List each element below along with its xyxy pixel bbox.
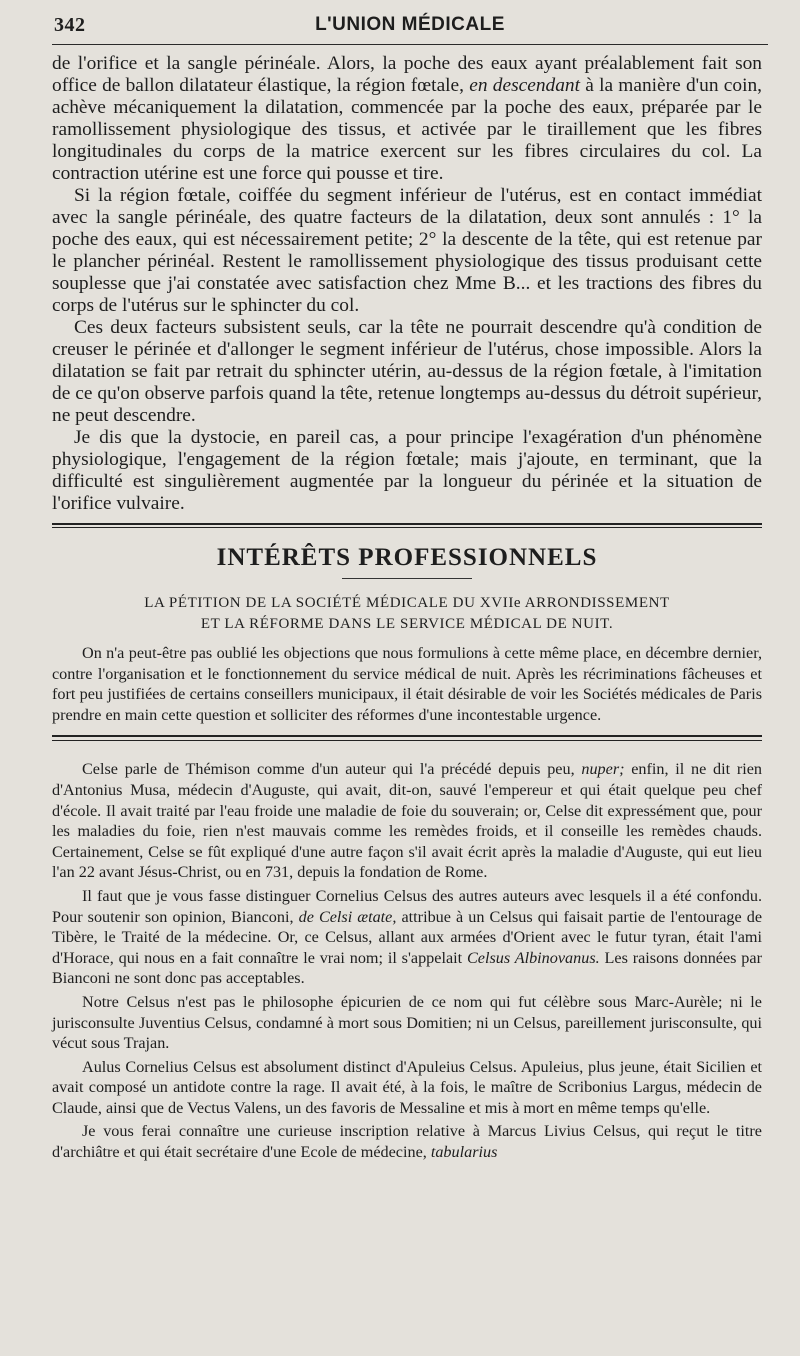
text-span: attribue à un Celsus qui faisait partie de l'entourage de Tibère, le Traité de la médecine. Or, ce Celsus, allant aux armées d'Orient avec le futur tyran, était l'ami d'Horace, qui nous en a fait connaître le vrai nom; il s'appelait [52, 907, 763, 967]
paragraph [52, 53, 762, 185]
text-span: enfin, il ne dit rien d'Antonius Musa, médecin d'Auguste, qui avait, dit-on, sauvé l'empereur et qui était quelque peu chef d'école. Il avait traité par l'eau froide une maladie de foie du souverain; or, Celse dit expressément que, pour les maladies du foie, rien n'est mauvais comme les remèdes froids, et il conseille les remèdes chauds. Certainement, Celse se fût expliqué d'une autre façon s'il avait écrit après la maladie d'Auguste, qui eut lieu l'an 22 avant Jésus-Christ, ou en 731, depuis la fondation de Rome. [52, 760, 762, 882]
article-title-line: LA PÉTITION DE LA SOCIÉTÉ MÉDICALE DU XVIIe ARRONDISSEMENT [144, 595, 670, 611]
page-number: 342 [54, 14, 86, 36]
italic-text: de Celsi ætate, [298, 907, 397, 926]
feuilleton-divider [52, 735, 762, 741]
text-span: de l'orifice et la sangle périnéale. Alors, la poche des eaux ayant préalablement fait son office de ballon dilatateur élastique, la région fœtale, [52, 53, 762, 96]
paragraph: Aulus Cornelius Celsus est absolument distinct d'Apuleius Celsus. Apuleius, plus jeune, était Sicilien et avait composé un antidote contre la rage. Il avait été, à la fois, le maître de Scribonius Largus, médecin de Claude, ainsi que de Vectus Valens, un des favoris de Messaline et mis à mort en même temps qu'elle. [52, 1057, 762, 1117]
paragraph: Notre Celsus n'est pas le philosophe épicurien de ce nom qui fut célèbre sous Marc-Aurèle; ni le jurisconsulte Juventius Celsus, condamné à mort sous Domitien; ni un Celsus, pareillement jurisconsulte, qui vécut sous Trajan. [52, 992, 762, 1053]
main-article-body [52, 53, 762, 515]
section-divider [52, 523, 762, 528]
paragraph [52, 886, 762, 989]
text-span: Je vous ferai connaître une curieuse inscription relative à Marcus Livius Celsus, qui reçut le titre d'archiâtre et qui était secrétaire d'une Ecole de médecine, [52, 1122, 762, 1162]
italic-text: en descendant [469, 75, 581, 96]
text-span: Celse parle de Thémison comme d'un auteur qui l'a précédé depuis peu, [82, 760, 582, 779]
italic-text: tabularius [430, 1143, 498, 1162]
text-span: à la manière d'un coin, achève mécaniquement la dilatation, commencée par la poche des eaux, préparée par le ramollissement physiologique des tissus, et activée par le tiraillement que les fibres longitudinales du corps de la matrice exercent sur les fibres circulaires du col. La contraction utérine est une force qui pousse et tire. [52, 75, 762, 184]
text-span: Les raisons données par Bianconi ne sont donc pas acceptables. [52, 948, 762, 988]
italic-text: nuper; [581, 760, 625, 779]
feuilleton-text [52, 759, 762, 1162]
text-span: Il faut que je vous fasse distinguer Cornelius Celsus des autres auteurs avec lesquels il a été confondu. Pour soutenir son opinion, Bianconi, [52, 886, 762, 926]
section-title: INTÉRÊTS PROFESSIONNELS [216, 544, 598, 571]
article-title-line: ET LA RÉFORME DANS LE SERVICE MÉDICAL DE NUIT. [200, 616, 614, 632]
paragraph [52, 1121, 762, 1162]
article-intro [52, 643, 762, 725]
paragraph: Ces deux facteurs subsistent seuls, car la tête ne pourrait descendre qu'à condition de creuser le périnée et d'allonger le segment inférieur de l'utérus, chose impossible. Alors la dilatation se fait par retrait du sphincter utérin, au-dessus de la région fœtale, à l'imitation de ce qu'on observe parfois quand la tête, retenue longtemps au-dessus du détroit supérieur, ne peut descendre. [52, 317, 762, 426]
running-header [52, 14, 768, 45]
paragraph: Si la région fœtale, coiffée du segment inférieur de l'utérus, est en contact immédiat avec la sangle périnéale, des quatre facteurs de la dilatation, deux sont annulés : 1° la poche des eaux, qui est nécessairement petite; 2° la descente de la tête, qui est retenue par le plancher périnéal. Restent le ramollissement physiologique des tissus produisant cette souplesse que j'ai constatée avec satisfaction chez Mme B... et les tractions des fibres du corps de l'utérus sur le sphincter du col. [52, 185, 762, 316]
italic-text: Celsus Albinovanus. [466, 948, 600, 967]
article-title [52, 593, 762, 635]
title-underline [342, 578, 472, 579]
paragraph: On n'a peut-être pas oublié les objections que nous formulions à cette même place, en décembre dernier, contre l'organisation et le fonctionnement du service médical de nuit. Après les récriminations fâcheuses et fort peu justifiées de certains conseillers municipaux, il était désirable de voir les Sociétés médicales de Paris prendre en main cette question et solliciter des réformes d'une incontestable urgence. [52, 644, 762, 724]
paragraph [52, 759, 762, 883]
journal-title: L'UNION MÉDICALE [315, 14, 505, 35]
paragraph: Je dis que la dystocie, en pareil cas, a pour principe l'exagération d'un phénomène physiologique, l'engagement de la région fœtale; mais j'ajoute, en terminant, que la difficulté est singulièrement augmentée par la longueur du périnée et la situation de l'orifice vulvaire. [52, 427, 762, 514]
